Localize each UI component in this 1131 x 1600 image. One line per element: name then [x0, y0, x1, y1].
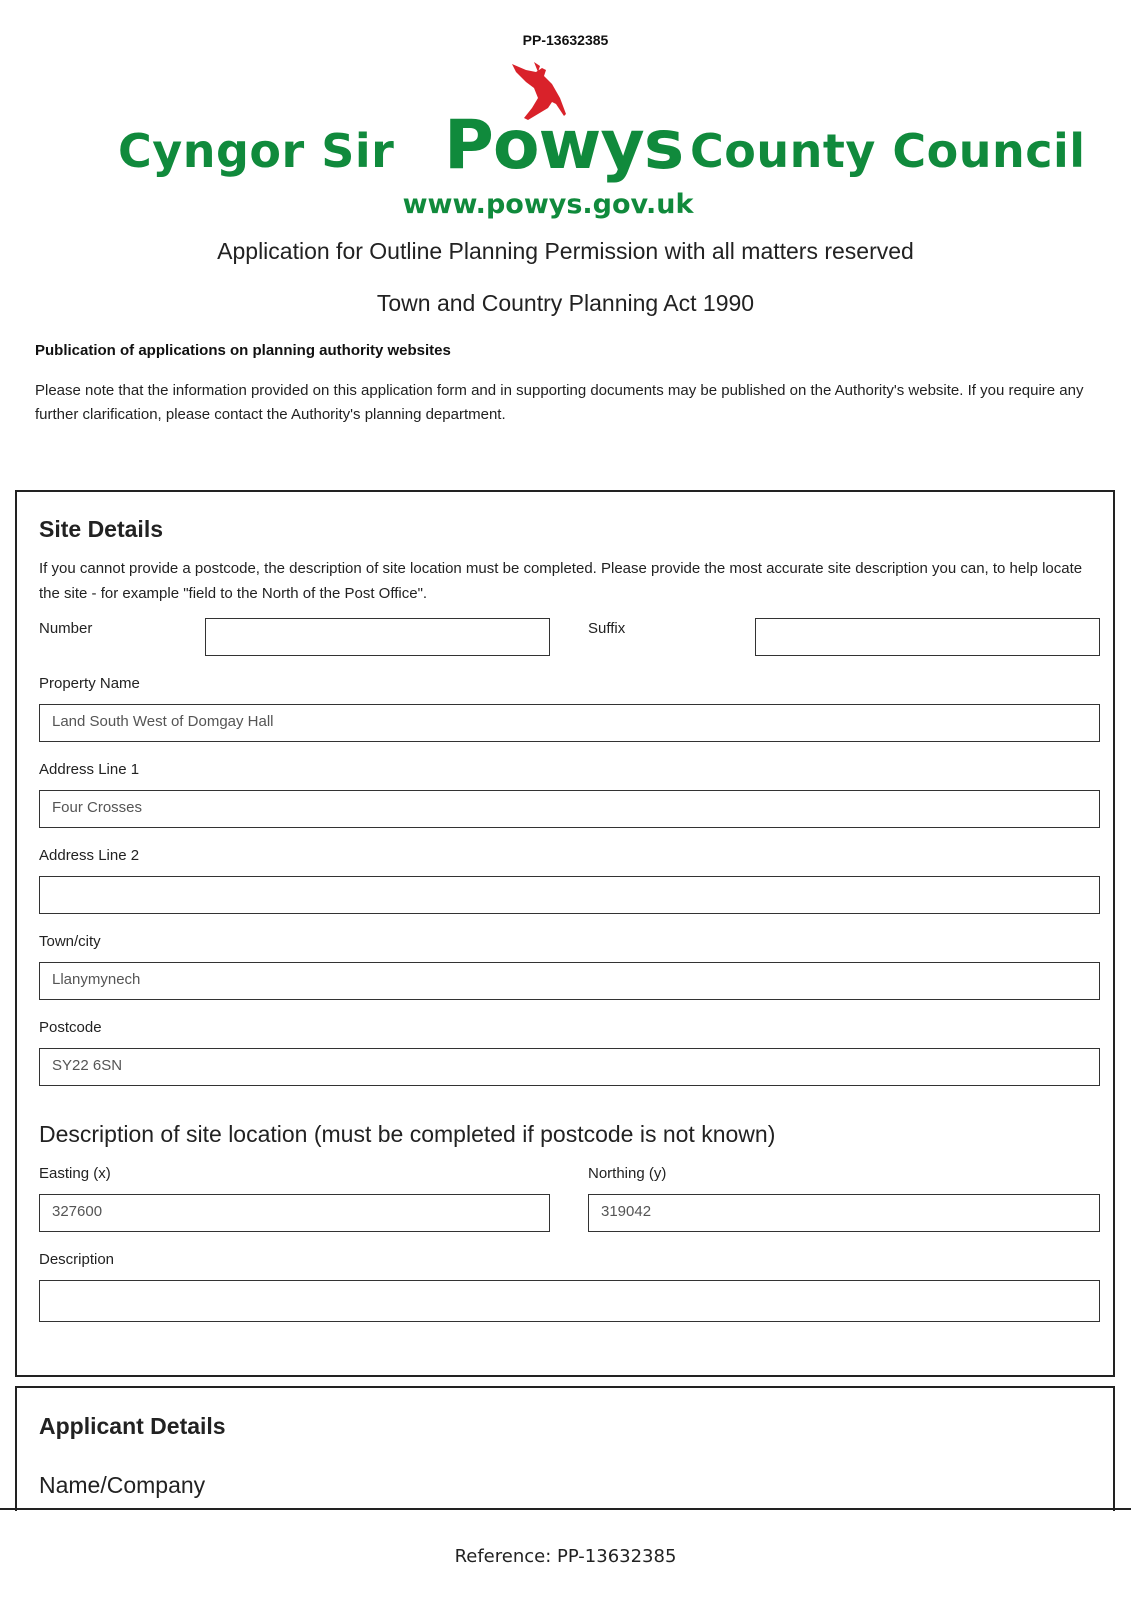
section-intro: If you cannot provide a postcode, the description of site location must be completed. Please provide the most accurate site description you can, to help locate the site - for example "field to the North of the Post Office".: [39, 560, 1083, 602]
site-location-heading: Description of site location (must be completed if postcode is not known): [39, 1121, 776, 1147]
form-subtitle: Town and Country Planning Act 1990: [376, 290, 755, 316]
reference-number: PP-13632385: [522, 32, 609, 48]
site-details-section: [15, 490, 1115, 1377]
form-title: Application for Outline Planning Permission with all matters reserved: [217, 238, 914, 264]
section-title: Applicant Details: [39, 1413, 226, 1439]
footer-reference: Reference: PP-13632385: [454, 1546, 677, 1567]
page-divider: [0, 1508, 1131, 1510]
address-line-2-field[interactable]: [39, 876, 1100, 914]
northing-label: Northing (y): [588, 1165, 667, 1182]
northing-field[interactable]: 319042: [588, 1194, 1100, 1232]
section-title: Site Details: [39, 516, 163, 542]
suffix-field[interactable]: [755, 618, 1100, 656]
address-line-1-label: Address Line 1: [39, 761, 140, 778]
name-company-heading: Name/Company: [39, 1472, 206, 1498]
town-label: Town/city: [39, 933, 101, 950]
easting-label: Easting (x): [39, 1165, 111, 1182]
publication-heading: Publication of applications on planning authority websites: [35, 342, 451, 359]
postcode-field[interactable]: SY22 6SN: [39, 1048, 1100, 1086]
description-label: Description: [39, 1251, 115, 1268]
number-label: Number: [39, 620, 93, 637]
applicant-details-section: [15, 1386, 1115, 1511]
easting-field[interactable]: 327600: [39, 1194, 550, 1232]
postcode-label: Postcode: [39, 1019, 102, 1036]
number-field[interactable]: [205, 618, 550, 656]
brand-logo-text: Powys: [444, 106, 684, 185]
publication-text: Please note that the information provided on this application form and in supporting documents may be published on the Authority's website. If you require any further clarification, please contact the Authority's planning department.: [35, 382, 1084, 423]
town-field[interactable]: Llanymynech: [39, 962, 1100, 1000]
suffix-label: Suffix: [588, 620, 626, 637]
brand-url[interactable]: www.powys.gov.uk: [402, 189, 694, 220]
property-name-label: Property Name: [39, 675, 140, 692]
brand-english-name: County Council: [690, 124, 1086, 178]
address-line-1-field[interactable]: Four Crosses: [39, 790, 1100, 828]
address-line-2-label: Address Line 2: [39, 847, 140, 864]
description-field[interactable]: [39, 1280, 1100, 1322]
brand-welsh-name: Cyngor Sir: [118, 124, 395, 178]
property-name-field[interactable]: Land South West of Domgay Hall: [39, 704, 1100, 742]
